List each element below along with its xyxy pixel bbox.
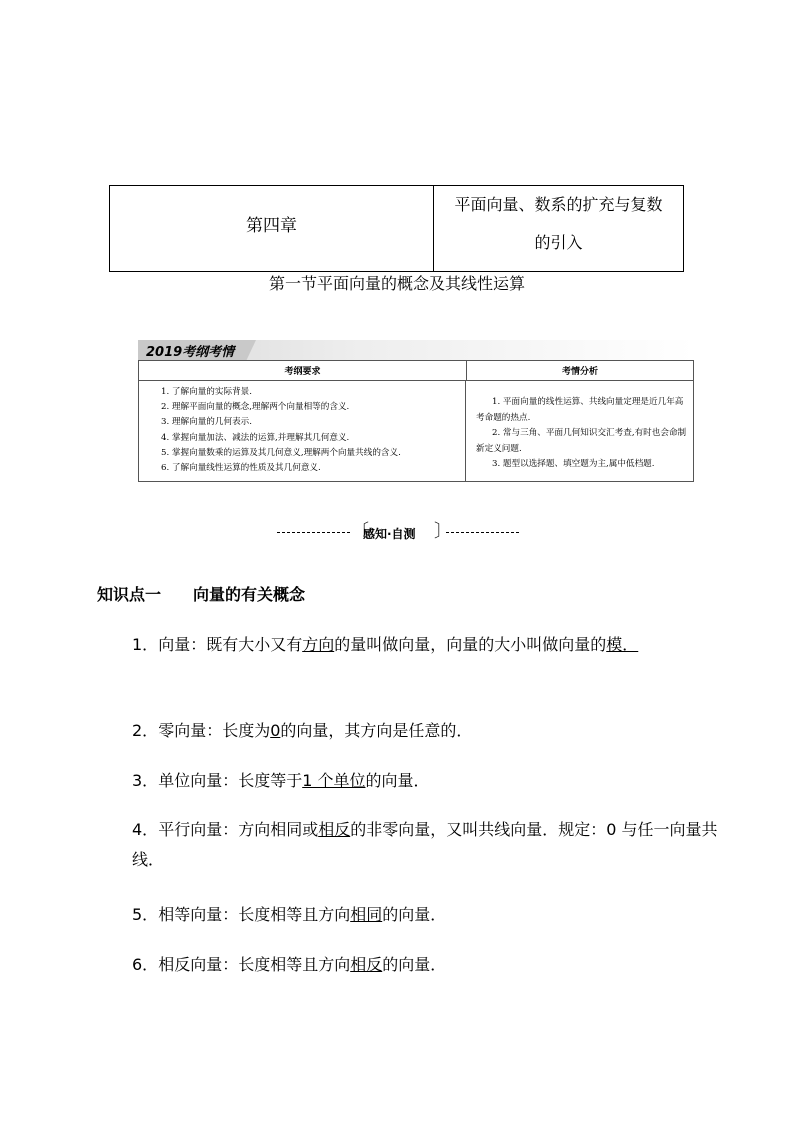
item-text: 的向量．: [382, 905, 447, 924]
item-text: 相反向量：长度相等且方向: [158, 955, 351, 974]
item-answer: 0: [270, 721, 281, 740]
chapter-title-line2: 的引入: [534, 233, 583, 252]
analysis-item: 2. 常与三角、平面几何知识交汇考查,有时也会命制新定义问题.: [476, 428, 687, 454]
exam-table-header: [139, 361, 693, 381]
exam-requirements-box: [138, 340, 694, 482]
concept-item-5: [96, 900, 736, 930]
item-number: 3．: [132, 771, 159, 790]
item-answer: 相反: [350, 955, 383, 974]
exam-banner-title: 2019考纲考情: [146, 345, 235, 360]
exam-table: [138, 360, 694, 482]
exam-col-requirements: 考纲要求: [139, 361, 467, 380]
divider-bracket-right: 〕: [434, 521, 452, 542]
item-text: 相等向量：长度相等且方向: [158, 905, 351, 924]
item-number: 5．: [132, 905, 159, 924]
item-answer: 模．: [606, 635, 639, 654]
concept-item-1: [96, 630, 736, 660]
item-text: 的量叫做向量，向量的大小叫做向量的: [334, 635, 607, 654]
requirement-item: 5. 掌握向量数乘的运算及其几何意义,理解两个向量共线的含义.: [161, 447, 401, 458]
knowledge-point-title: 知识点一 向量的有关概念: [97, 585, 306, 604]
requirement-item: 2. 理解平面向量的概念,理解两个向量相等的含义.: [161, 402, 350, 413]
divider-label: 感知·自测: [363, 527, 416, 541]
analysis-list: [466, 381, 693, 481]
item-text: 的向量．: [382, 955, 447, 974]
chapter-header-table: [109, 185, 684, 272]
item-text: 平行向量：方向相同或: [158, 820, 319, 839]
requirement-item: 4. 掌握向量加法、减法的运算,并理解其几何意义.: [161, 432, 350, 443]
item-text: 向量：既有大小又有: [158, 635, 303, 654]
analysis-item: 3. 题型以选择题、填空题为主,属中低档题.: [492, 459, 655, 469]
chapter-title-line1: 平面向量、数系的扩充与复数: [454, 195, 663, 214]
item-number: 2．: [132, 721, 159, 740]
requirement-item: 6. 了解向量线性运算的性质及其几何意义.: [161, 462, 321, 473]
section-divider: [277, 521, 519, 545]
concept-item-6: [96, 950, 736, 980]
chapter-title: [434, 186, 683, 271]
divider-line-left: [277, 532, 350, 533]
section-title: 第一节平面向量的概念及其线性运算: [268, 274, 525, 293]
exam-banner: [138, 340, 694, 360]
item-number: 4．: [132, 820, 159, 839]
chapter-number: 第四章: [110, 186, 434, 271]
item-text: 单位向量：长度等于: [158, 771, 303, 790]
item-answer: 方向: [302, 635, 335, 654]
divider-line-right: [446, 532, 519, 533]
item-number: 1．: [132, 635, 159, 654]
item-text: 零向量：长度为: [158, 721, 271, 740]
exam-col-analysis: 考情分析: [561, 367, 598, 377]
concept-item-3: [96, 766, 736, 796]
analysis-item: 1. 平面向量的线性运算、共线向量定理是近几年高考命题的热点.: [476, 397, 684, 423]
requirement-item: 3. 理解向量的几何表示.: [161, 417, 253, 428]
concept-item-2: [96, 716, 736, 746]
item-text: 的向量．: [365, 771, 430, 790]
item-text: 的向量，其方向是任意的．: [280, 721, 473, 740]
exam-table-body: [139, 381, 693, 481]
item-text: 的非零向量，又叫共线向量．规定：0 与任一向量共线．: [132, 820, 718, 869]
requirement-item: 1. 了解向量的实际背景.: [161, 387, 253, 397]
item-answer: 相反: [318, 820, 351, 839]
requirements-list: [139, 381, 466, 481]
item-answer: 相同: [350, 905, 383, 924]
item-answer: 1 个单位: [302, 771, 366, 790]
concept-item-4: [96, 815, 736, 875]
item-number: 6．: [132, 955, 159, 974]
divider-bracket-left: 〔: [351, 521, 369, 542]
